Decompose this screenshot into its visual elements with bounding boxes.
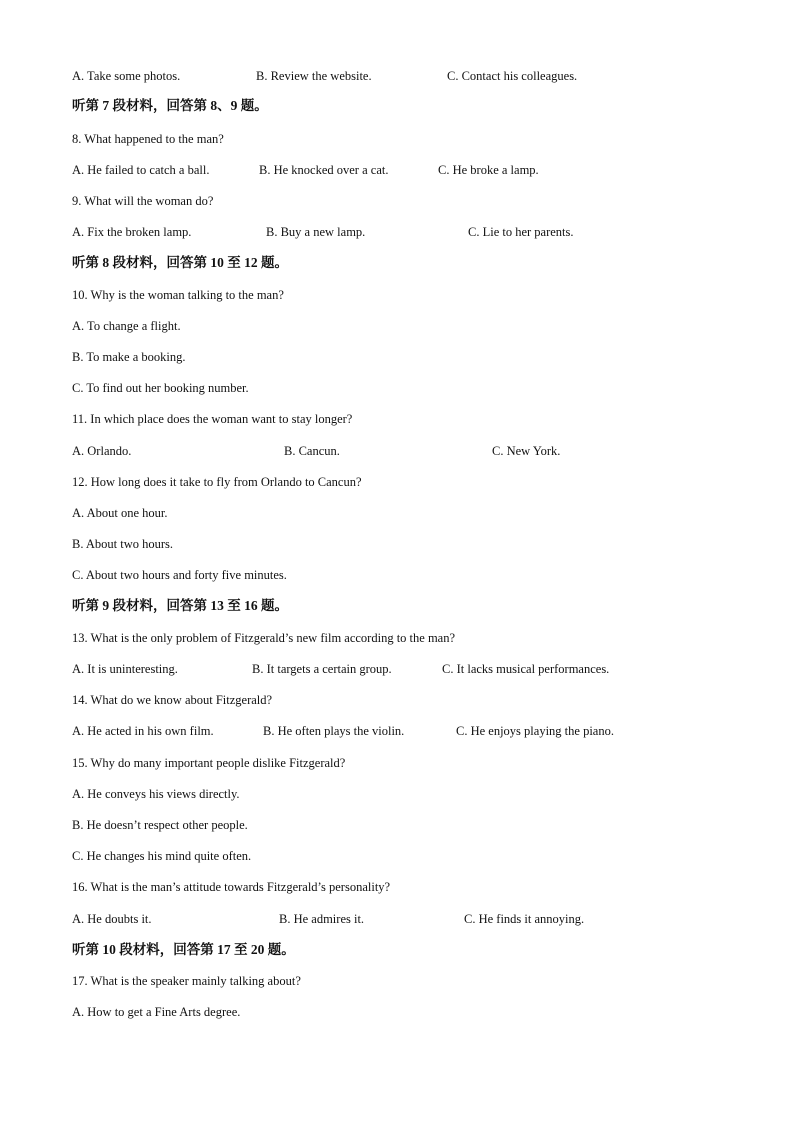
option-b: B. He often plays the violin. [263, 724, 405, 738]
option-b: B. Review the website. [256, 69, 372, 83]
option-c: C. New York. [492, 444, 561, 458]
option-line: C. He changes his mind quite often. [72, 849, 252, 863]
option-a: A. Orlando. [72, 444, 132, 458]
option-c: C. It lacks musical performances. [442, 662, 610, 676]
option-c: C. Contact his colleagues. [447, 69, 578, 83]
option-a: A. Take some photos. [72, 69, 181, 83]
option-c: C. He enjoys playing the piano. [456, 724, 614, 738]
question: 13. What is the only problem of Fitzgerald’s new film according to the man? [72, 631, 456, 645]
option-line: C. To find out her booking number. [72, 381, 249, 395]
option-b: B. Buy a new lamp. [266, 225, 366, 239]
option-c: C. He broke a lamp. [438, 163, 539, 177]
section-heading: 听第 8 段材料，回答第 10 至 12 题。 [72, 255, 288, 270]
option-a: A. He failed to catch a ball. [72, 163, 210, 177]
question: 17. What is the speaker mainly talking about? [72, 974, 301, 988]
section-heading: 听第 9 段材料，回答第 13 至 16 题。 [72, 598, 288, 613]
section-heading: 听第 10 段材料，回答第 17 至 20 题。 [72, 942, 295, 957]
option-line: B. He doesn’t respect other people. [72, 818, 248, 832]
question: 10. Why is the woman talking to the man? [72, 288, 284, 302]
option-a: A. He doubts it. [72, 912, 152, 926]
option-b: B. He admires it. [279, 912, 365, 926]
question: 12. How long does it take to fly from Orlando to Cancun? [72, 475, 362, 489]
option-line: A. How to get a Fine Arts degree. [72, 1005, 241, 1019]
option-b: B. Cancun. [284, 444, 340, 458]
question: 15. Why do many important people dislike Fitzgerald? [72, 756, 346, 770]
option-a: A. He acted in his own film. [72, 724, 214, 738]
option-line: A. He conveys his views directly. [72, 787, 240, 801]
question: 8. What happened to the man? [72, 132, 224, 146]
section-heading: 听第 7 段材料，回答第 8、9 题。 [72, 98, 268, 113]
option-b: B. He knocked over a cat. [259, 163, 389, 177]
option-line: C. About two hours and forty five minutes. [72, 568, 287, 582]
option-line: A. To change a flight. [72, 319, 181, 333]
option-b: B. It targets a certain group. [252, 662, 392, 676]
option-a: A. Fix the broken lamp. [72, 225, 192, 239]
option-c: C. Lie to her parents. [468, 225, 574, 239]
option-line: B. About two hours. [72, 537, 174, 551]
option-line: B. To make a booking. [72, 350, 186, 364]
question: 11. In which place does the woman want to stay longer? [72, 412, 353, 426]
question: 14. What do we know about Fitzgerald? [72, 693, 273, 707]
question: 9. What will the woman do? [72, 194, 214, 208]
question: 16. What is the man’s attitude towards Fitzgerald’s personality? [72, 880, 391, 894]
option-a: A. It is uninteresting. [72, 662, 178, 676]
option-c: C. He finds it annoying. [464, 912, 585, 926]
option-line: A. About one hour. [72, 506, 168, 520]
